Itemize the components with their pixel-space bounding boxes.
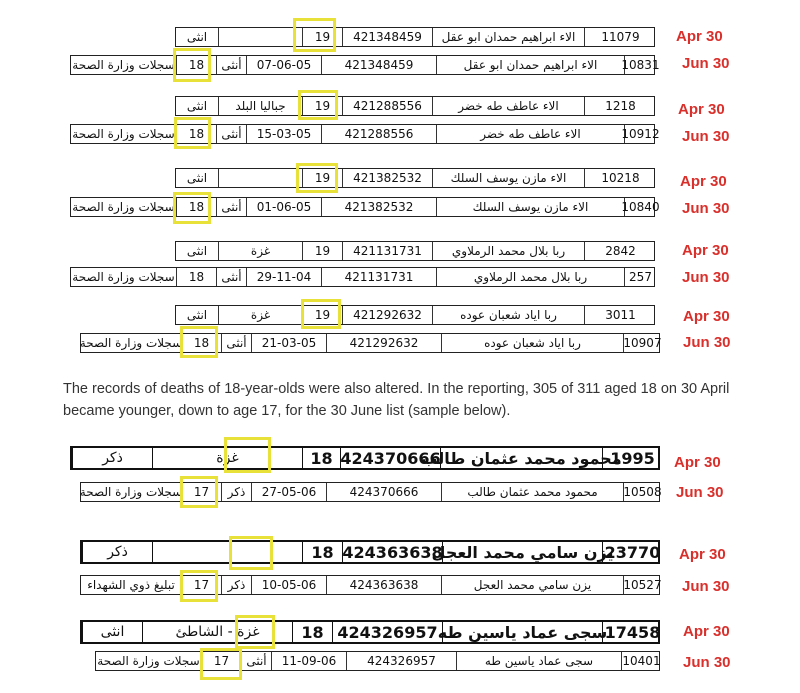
record-row — [175, 241, 655, 261]
cell-gov — [218, 28, 302, 46]
age-highlight-box — [301, 299, 341, 329]
cell-age: 17 — [181, 576, 221, 594]
cell-gov — [218, 169, 302, 187]
age-highlight-box — [180, 570, 218, 602]
cell-nid: 421292632 — [326, 334, 441, 352]
cell-name: الاء عاطف طه خضر — [432, 97, 584, 115]
cell-name: الاء ابراهيم حمدان ابو عقل — [436, 56, 624, 74]
cell-idno: 257 — [624, 268, 656, 286]
record-row — [80, 575, 660, 595]
cell-nid: 421131731 — [342, 242, 432, 260]
cell-gender: أنثى — [241, 652, 271, 670]
cell-gender: انثى — [186, 171, 208, 185]
cell-age: 19 — [302, 242, 342, 260]
cell-nid: 424326957 — [332, 622, 442, 642]
cell-gov: غزة — [152, 448, 302, 468]
cell-src: سجلات وزارة الصحة — [72, 270, 175, 284]
record-row — [70, 446, 660, 470]
cell-idno: 11079 — [584, 28, 656, 46]
cell-age: 18 — [302, 542, 342, 562]
cell-src: سجلات وزارة الصحة — [72, 127, 175, 141]
cell-age: 19 — [302, 306, 342, 324]
cell-idno: 1995 — [602, 448, 662, 468]
list-date-label: Apr 30 — [680, 173, 727, 190]
list-date-label: Apr 30 — [674, 454, 721, 471]
cell-name: سجى عماد ياسين طه — [437, 622, 608, 642]
record-row — [175, 168, 655, 188]
cell-gov — [152, 542, 302, 562]
age-highlight-box — [180, 476, 218, 508]
cell-nid: 424326957 — [346, 652, 456, 670]
cell-nid: 421382532 — [342, 169, 432, 187]
cell-idno: 10831 — [621, 58, 660, 72]
list-date-label: Apr 30 — [678, 101, 725, 118]
cell-dob: 27-05-06 — [251, 483, 326, 501]
cell-nid: 421288556 — [321, 125, 436, 143]
cell-name: ربا بلال محمد الرملاوي — [432, 242, 584, 260]
list-date-label: Jun 30 — [682, 269, 730, 286]
record-row — [80, 620, 660, 644]
cell-name: ربا بلال محمد الرملاوي — [436, 268, 624, 286]
cell-src: سجلات وزارة الصحة — [79, 485, 183, 499]
cell-name: الاء ابراهيم حمدان ابو عقل — [432, 28, 584, 46]
cell-name: ربا اياد شعبان عوده — [432, 306, 584, 324]
cell-src: سجلات وزارة الصحة — [72, 58, 175, 72]
cell-gender: انثى — [186, 99, 208, 113]
cell-nid: 421382532 — [321, 198, 436, 216]
list-date-label: Apr 30 — [682, 242, 729, 259]
cell-nid: 424370666 — [340, 448, 441, 468]
cell-name: ربا اياد شعبان عوده — [441, 334, 623, 352]
age-highlight-box — [229, 536, 273, 570]
cell-age: 19 — [302, 28, 342, 46]
age-highlight-box — [298, 90, 338, 120]
record-row — [175, 27, 655, 47]
cell-gender: انثى — [186, 30, 208, 44]
cell-idno: 10508 — [623, 485, 662, 499]
record-row — [175, 305, 655, 325]
cell-name: يزن سامي محمد العجل — [441, 576, 623, 594]
cell-gov: غزة — [218, 306, 302, 324]
cell-src: سجلات وزارة الصحة — [97, 654, 200, 668]
cell-age: 18 — [181, 334, 221, 352]
record-row — [70, 124, 660, 144]
cell-nid: 421288556 — [342, 97, 432, 115]
cell-idno: 10840 — [621, 200, 660, 214]
record-row — [70, 267, 655, 287]
cell-dob: 07-06-05 — [246, 56, 321, 74]
age-highlight-box — [200, 648, 242, 680]
record-row — [95, 651, 660, 671]
cell-gender: أنثى — [216, 125, 246, 143]
cell-nid: 421292632 — [342, 306, 432, 324]
cell-age: 17 — [181, 483, 221, 501]
list-date-label: Jun 30 — [682, 55, 730, 72]
cell-src: سجلات وزارة الصحة — [79, 336, 183, 350]
cell-dob: 10-05-06 — [251, 576, 326, 594]
cell-idno: 10912 — [621, 127, 660, 141]
age-highlight-box — [174, 117, 211, 149]
cell-gov: غزة — [218, 242, 302, 260]
record-row — [70, 55, 660, 75]
cell-name: الاء عاطف طه خضر — [436, 125, 624, 143]
cell-idno: 2842 — [584, 242, 656, 260]
list-date-label: Jun 30 — [683, 334, 731, 351]
cell-age: 19 — [302, 97, 342, 115]
cell-name: الاء مازن يوسف السلك — [432, 169, 584, 187]
record-row — [70, 197, 660, 217]
cell-age: 18 — [176, 56, 216, 74]
cell-name: الاء مازن يوسف السلك — [436, 198, 624, 216]
list-date-label: Jun 30 — [676, 484, 724, 501]
cell-name: محمود محمد عثمان طالب — [441, 483, 623, 501]
cell-age: 19 — [302, 169, 342, 187]
cell-src: سجلات وزارة الصحة — [72, 200, 175, 214]
list-date-label: Jun 30 — [682, 200, 730, 217]
cell-age: 18 — [176, 198, 216, 216]
cell-gender: انثى — [186, 244, 208, 258]
cell-idno: 10527 — [623, 578, 662, 592]
cell-age: 17 — [201, 652, 241, 670]
cell-idno: 10907 — [623, 336, 662, 350]
cell-dob: 01-06-05 — [246, 198, 321, 216]
cell-age: 18 — [292, 622, 332, 642]
cell-gov: غزة - الشاطئ — [142, 622, 292, 642]
list-date-label: Apr 30 — [679, 546, 726, 563]
cell-age: 18 — [176, 125, 216, 143]
age-highlight-box — [224, 437, 271, 473]
explanatory-paragraph: The records of deaths of 18-year-olds were also altered. In the reporting, 305 of 311 aged 18 on 30 April became younger, down to age 17, for the 30 June list (sample below). — [63, 381, 730, 419]
cell-gender: أنثى — [216, 56, 246, 74]
cell-idno: 1218 — [584, 97, 656, 115]
cell-nid: 424363638 — [342, 542, 443, 562]
age-highlight-box — [293, 18, 336, 52]
age-highlight-box — [180, 326, 218, 358]
age-highlight-box — [173, 48, 211, 82]
cell-idno: 17458 — [602, 622, 662, 642]
cell-nid: 421348459 — [342, 28, 432, 46]
cell-dob: 15-03-05 — [246, 125, 321, 143]
cell-src: تبليغ ذوي الشهداء — [87, 578, 175, 592]
cell-gender: ذكر — [221, 576, 251, 594]
cell-idno: 10401 — [622, 654, 661, 668]
record-row — [80, 482, 660, 502]
cell-gender: أنثى — [221, 334, 251, 352]
cell-nid: 421348459 — [321, 56, 436, 74]
cell-gov: جباليا البلد — [218, 97, 302, 115]
cell-name: محمود محمد عثمان طالب — [421, 448, 622, 468]
cell-name: سجى عماد ياسين طه — [456, 652, 621, 670]
cell-gender: ذكر — [82, 542, 152, 562]
cell-gender: أنثى — [216, 198, 246, 216]
cell-idno: 23770 — [602, 542, 662, 562]
cell-idno: 10218 — [584, 169, 656, 187]
cell-nid: 424370666 — [326, 483, 441, 501]
list-date-label: Jun 30 — [682, 128, 730, 145]
list-date-label: Jun 30 — [682, 578, 730, 595]
cell-age: 18 — [302, 448, 340, 468]
record-row — [80, 333, 660, 353]
cell-gender: أنثى — [216, 268, 246, 286]
list-date-label: Jun 30 — [683, 654, 731, 671]
cell-dob: 29-11-04 — [246, 268, 321, 286]
cell-gender: انثى — [186, 308, 208, 322]
cell-nid: 421131731 — [321, 268, 436, 286]
cell-nid: 424363638 — [326, 576, 441, 594]
record-row — [175, 96, 655, 116]
cell-dob: 21-03-05 — [251, 334, 326, 352]
cell-gender: ذكر — [72, 448, 152, 468]
cell-gender: ذكر — [221, 483, 251, 501]
cell-idno: 3011 — [584, 306, 656, 324]
cell-dob: 11-09-06 — [271, 652, 346, 670]
age-highlight-box — [235, 615, 275, 649]
list-date-label: Apr 30 — [676, 28, 723, 45]
cell-gender: انثى — [82, 622, 142, 642]
list-date-label: Apr 30 — [683, 623, 730, 640]
age-highlight-box — [173, 192, 211, 224]
age-highlight-box — [296, 163, 338, 193]
list-date-label: Apr 30 — [683, 308, 730, 325]
record-row — [80, 540, 660, 564]
cell-name: يزن سامي محمد العجل — [431, 542, 614, 562]
cell-age: 18 — [176, 268, 216, 286]
